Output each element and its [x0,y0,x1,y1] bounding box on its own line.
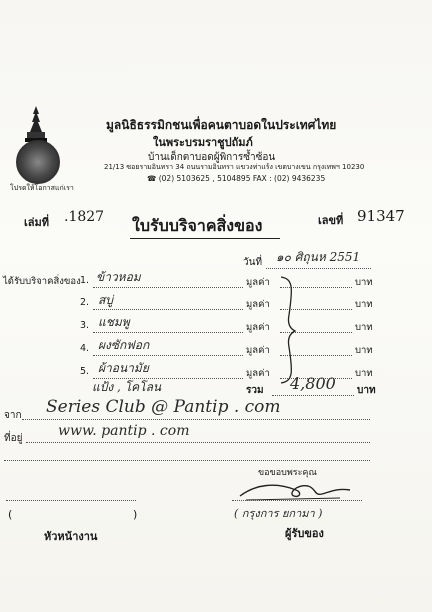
receipt-number: 91347 [357,207,405,225]
supervisor-sign-dots [6,500,136,501]
date-value: ๑๐ ศิถุนห 2551 [276,250,361,264]
address: 21/13 ซอยรามอินทรา 34 ถนนรามอินทรา แขวงท่าแร้ง เขตบางเขน กรุงเทพฯ 10230 [104,163,365,171]
title-underline [130,238,280,239]
supervisor-open-paren: ( [8,508,13,521]
total-value: 4,800 [290,374,336,393]
supervisor-close-paren: ) [133,508,138,521]
item-name: แชมพู [98,315,130,329]
phone-numbers: (02) 5103625 , 5104895 FAX : (02) 9436235 [158,174,326,183]
signature-dots [232,500,362,501]
item-value-label: มูลค่า [246,299,270,310]
item-name: ข้าวหอม [96,270,141,284]
phone-line [147,174,325,183]
crown-emblem-icon [23,106,49,142]
from-label: จาก [4,410,22,421]
item-no: 3. [80,320,90,331]
item-no: 2. [80,297,90,308]
item-no: 4. [80,343,90,354]
extra-items: แป้ง , โคโลน [92,380,162,394]
item-unit: บาท [355,277,373,288]
grouping-brace-icon [279,275,297,385]
number-label: เลขที่ [318,214,344,227]
item-value-label: มูลค่า [246,322,270,333]
supervisor-title: หัวหน้างาน [44,530,98,543]
receiver-title: ผู้รับของ [285,527,324,540]
item-name: สบู่ [98,293,113,307]
foundation-seal-icon [16,140,60,184]
item-value-label: มูลค่า [246,277,270,288]
address-value: www. pantip . com [58,423,190,439]
org-name: มูลนิธิธรรมิกชนเพื่อคนตาบอดในประเทศไทย [106,118,337,132]
item-dots [93,332,243,333]
total-unit: บาท [357,385,376,396]
form-title: ใบรับบริจาคสิ่งของ [132,216,263,235]
division: บ้านเด็กตาบอดผู้พิการซ้ำซ้อน [148,152,276,163]
date-label: วันที่ [243,257,263,268]
logo-caption: โปรดให้โอกาสแก่เรา [10,184,74,192]
item-dots [93,355,243,356]
item-unit: บาท [355,322,373,333]
item-unit: บาท [355,345,373,356]
item-unit: บาท [355,299,373,310]
item-no: 1. [80,275,90,286]
book-label: เล่มที่ [24,216,50,229]
from-dots [22,419,370,420]
phone-icon: ☎ [147,174,157,183]
item-value-label: มูลค่า [246,345,270,356]
total-label: รวม [246,385,264,396]
total-dots [272,395,354,396]
address-dots [26,442,370,443]
date-dots [266,268,371,269]
receiver-name: ( กรุงการ ยกามา ) [234,507,323,520]
item-value-label: มูลค่า [246,368,270,379]
item-name: ผ้าอนามัย [98,361,149,375]
address-dots-2 [4,460,370,461]
item-no: 5. [80,366,90,377]
patronage: ในพระบรมราชูปถัมภ์ [153,136,253,149]
item-name: ผงซักฟอก [98,338,150,352]
item-dots [93,309,243,310]
from-value: Series Club @ Pantip . com [46,397,281,417]
received-label: ได้รับบริจาคสิ่งของ [3,276,81,287]
book-number: .1827 [64,209,105,225]
thanks-text: ขอขอบพระคุณ [258,468,317,478]
item-unit: บาท [355,368,373,379]
address-label: ที่อยู่ [4,433,23,444]
item-dots [93,287,243,288]
